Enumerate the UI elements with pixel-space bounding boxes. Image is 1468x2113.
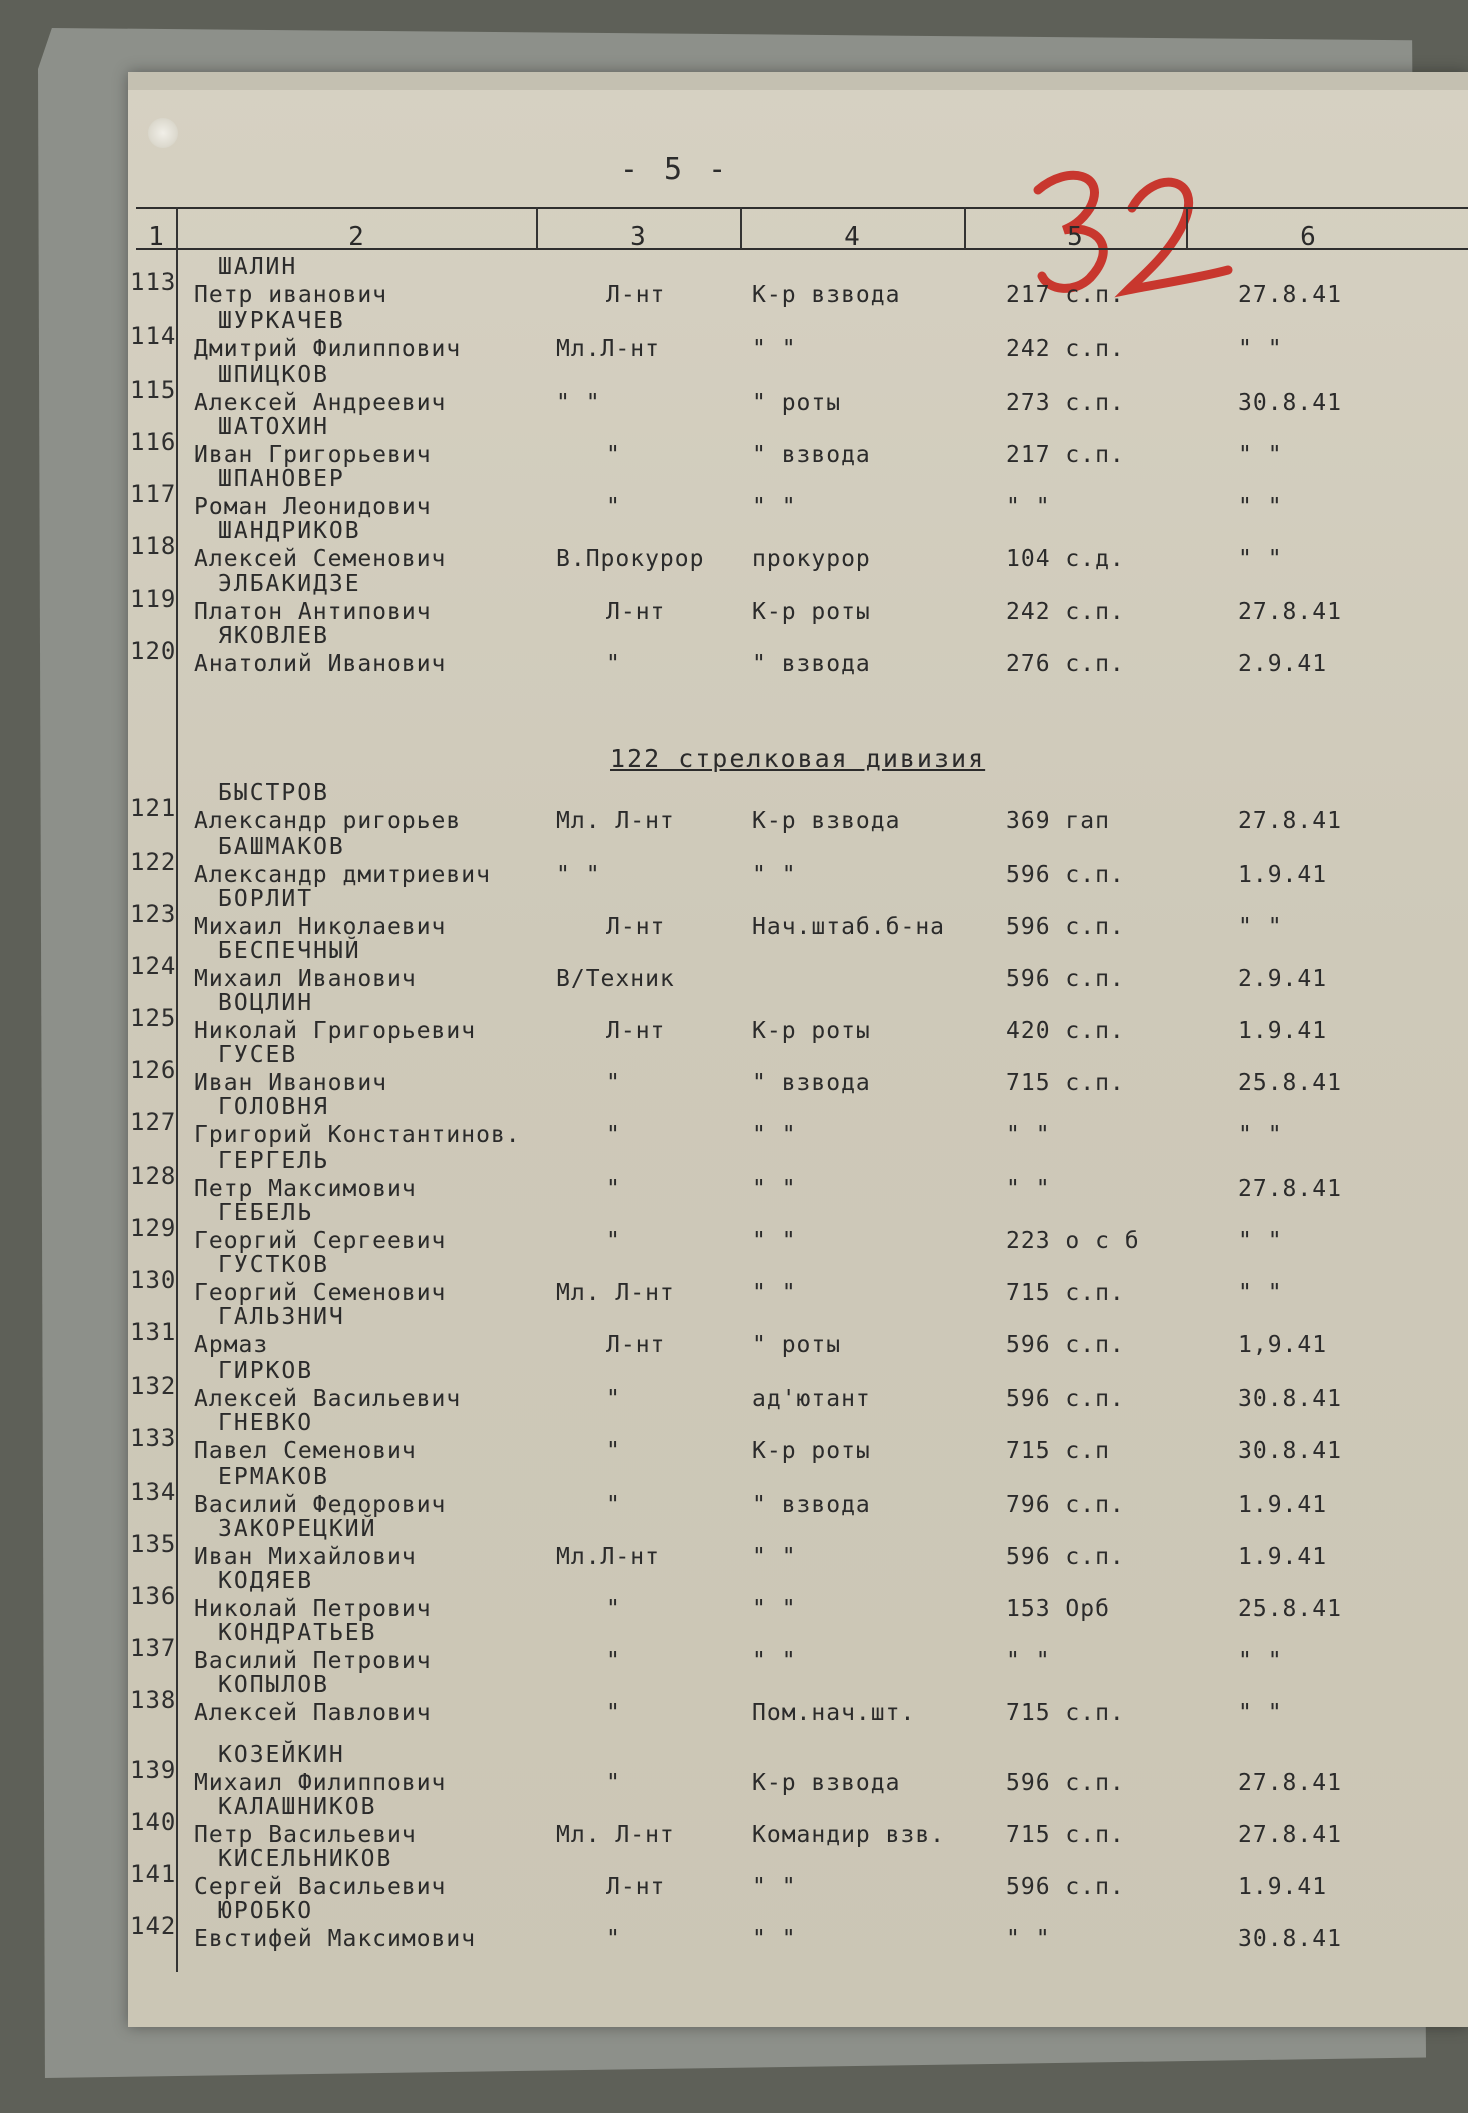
row-117-surname: ШПАНОВЕР — [218, 466, 345, 492]
row-142-entry-number: 142 — [130, 1912, 177, 1940]
row-130-surname: ГУСТКОВ — [218, 1252, 329, 1278]
row-130-rank: Мл. Л-нт — [556, 1280, 675, 1306]
row-118-rank: В.Прокурор — [556, 546, 705, 572]
column-header-6: 6 — [1300, 222, 1316, 252]
row-138-position: Пом.нач.шт. — [752, 1700, 916, 1726]
page-number: - 5 - — [619, 152, 731, 187]
row-141-position: " " — [752, 1874, 797, 1900]
row-134-entry-number: 134 — [130, 1478, 177, 1506]
row-128-given-names: Петр Максимович — [194, 1176, 417, 1202]
row-135-entry-number: 135 — [130, 1530, 177, 1558]
row-138-date: " " — [1238, 1700, 1283, 1726]
row-131-position: " роты — [752, 1332, 842, 1358]
row-124-rank: В/Техник — [556, 966, 675, 992]
row-137-date: " " — [1238, 1648, 1283, 1674]
row-139-rank: " — [606, 1770, 621, 1796]
row-133-date: 30.8.41 — [1238, 1438, 1342, 1464]
row-118-surname: ШАНДРИКОВ — [218, 518, 361, 544]
row-134-rank: " — [606, 1492, 621, 1518]
row-133-entry-number: 133 — [130, 1424, 177, 1452]
row-133-position: К-р роты — [752, 1438, 871, 1464]
row-136-position: " " — [752, 1596, 797, 1622]
row-128-entry-number: 128 — [130, 1162, 177, 1190]
row-115-rank: " " — [556, 390, 601, 416]
row-122-given-names: Александр дмитриевич — [194, 862, 491, 888]
row-121-surname: БЫСТРОВ — [218, 780, 329, 806]
row-121-position: К-р взвода — [752, 808, 901, 834]
row-128-surname: ГЕРГЕЛЬ — [218, 1148, 329, 1174]
row-140-unit: 715 с.п. — [1006, 1822, 1125, 1848]
row-123-surname: БОРЛИТ — [218, 886, 314, 912]
row-123-given-names: Михаил Николаевич — [194, 914, 447, 940]
row-115-date: 30.8.41 — [1238, 390, 1342, 416]
row-114-entry-number: 114 — [130, 322, 177, 350]
row-142-unit: " " — [1006, 1926, 1051, 1952]
row-123-date: " " — [1238, 914, 1283, 940]
row-129-given-names: Георгий Сергеевич — [194, 1228, 447, 1254]
row-119-surname: ЭЛБАКИДЗЕ — [218, 571, 361, 597]
row-131-unit: 596 с.п. — [1006, 1332, 1125, 1358]
row-116-surname: ШАТОХИН — [218, 414, 329, 440]
row-136-date: 25.8.41 — [1238, 1596, 1342, 1622]
row-134-given-names: Василий Федорович — [194, 1492, 447, 1518]
row-130-entry-number: 130 — [130, 1266, 177, 1294]
row-133-rank: " — [606, 1438, 621, 1464]
row-117-entry-number: 117 — [130, 480, 177, 508]
row-135-position: " " — [752, 1544, 797, 1570]
row-142-position: " " — [752, 1926, 797, 1952]
row-136-surname: КОДЯЕВ — [218, 1568, 314, 1594]
row-128-position: " " — [752, 1176, 797, 1202]
row-119-entry-number: 119 — [130, 585, 177, 613]
row-138-given-names: Алексей Павлович — [194, 1700, 432, 1726]
row-117-unit: " " — [1006, 494, 1051, 520]
row-135-rank: Мл.Л-нт — [556, 1544, 660, 1570]
row-128-unit: " " — [1006, 1176, 1051, 1202]
row-118-unit: 104 с.д. — [1006, 546, 1125, 572]
row-126-surname: ГУСЕВ — [218, 1042, 298, 1068]
punch-hole — [148, 118, 178, 148]
row-115-entry-number: 115 — [130, 376, 177, 404]
row-134-date: 1.9.41 — [1238, 1492, 1328, 1518]
row-116-date: " " — [1238, 442, 1283, 468]
row-124-date: 2.9.41 — [1238, 966, 1328, 992]
row-137-unit: " " — [1006, 1648, 1051, 1674]
row-113-rank: Л-нт — [606, 282, 666, 308]
row-125-unit: 420 с.п. — [1006, 1018, 1125, 1044]
row-139-date: 27.8.41 — [1238, 1770, 1342, 1796]
row-114-date: " " — [1238, 336, 1283, 362]
row-120-rank: " — [606, 651, 621, 677]
row-120-date: 2.9.41 — [1238, 651, 1328, 677]
row-126-date: 25.8.41 — [1238, 1070, 1342, 1096]
row-137-rank: " — [606, 1648, 621, 1674]
row-142-surname: ЮРОБКО — [218, 1898, 314, 1924]
header-top-rule — [136, 207, 1468, 209]
row-136-given-names: Николай Петрович — [194, 1596, 432, 1622]
sheet-top-edge — [128, 72, 1468, 90]
row-132-rank: " — [606, 1386, 621, 1412]
row-141-surname: КИСЕЛЬНИКОВ — [218, 1846, 393, 1872]
row-118-given-names: Алексей Семенович — [194, 546, 447, 572]
row-141-unit: 596 с.п. — [1006, 1874, 1125, 1900]
row-140-given-names: Петр Васильевич — [194, 1822, 417, 1848]
row-117-rank: " — [606, 494, 621, 520]
document-sheet — [128, 72, 1468, 2027]
row-117-given-names: Роман Леонидович — [194, 494, 432, 520]
row-137-given-names: Василий Петрович — [194, 1648, 432, 1674]
row-137-surname: КОНДРАТЬЕВ — [218, 1620, 377, 1646]
row-132-unit: 596 с.п. — [1006, 1386, 1125, 1412]
row-133-surname: ГНЕВКО — [218, 1410, 314, 1436]
column-header-3: 3 — [630, 222, 646, 252]
row-137-position: " " — [752, 1648, 797, 1674]
row-118-entry-number: 118 — [130, 532, 177, 560]
row-116-rank: " — [606, 442, 621, 468]
row-122-position: " " — [752, 862, 797, 888]
row-139-surname: КОЗЕЙКИН — [218, 1742, 345, 1768]
row-130-date: " " — [1238, 1280, 1283, 1306]
row-113-date: 27.8.41 — [1238, 282, 1342, 308]
row-135-date: 1.9.41 — [1238, 1544, 1328, 1570]
row-120-entry-number: 120 — [130, 637, 177, 665]
row-131-given-names: Армаз — [194, 1332, 269, 1358]
row-128-date: 27.8.41 — [1238, 1176, 1342, 1202]
row-132-date: 30.8.41 — [1238, 1386, 1342, 1412]
row-129-date: " " — [1238, 1228, 1283, 1254]
row-129-unit: 223 о с б — [1006, 1228, 1140, 1254]
row-140-rank: Мл. Л-нт — [556, 1822, 675, 1848]
row-126-entry-number: 126 — [130, 1056, 177, 1084]
row-137-entry-number: 137 — [130, 1634, 177, 1662]
row-113-entry-number: 113 — [130, 268, 177, 296]
row-132-entry-number: 132 — [130, 1372, 177, 1400]
row-139-unit: 596 с.п. — [1006, 1770, 1125, 1796]
row-125-given-names: Николай Григорьевич — [194, 1018, 477, 1044]
row-119-position: К-р роты — [752, 599, 871, 625]
row-123-entry-number: 123 — [130, 900, 177, 928]
row-114-given-names: Дмитрий Филиппович — [194, 336, 462, 362]
row-124-given-names: Михаил Иванович — [194, 966, 417, 992]
row-126-given-names: Иван Иванович — [194, 1070, 388, 1096]
row-121-date: 27.8.41 — [1238, 808, 1342, 834]
column-header-5: 5 — [1067, 222, 1083, 252]
row-138-entry-number: 138 — [130, 1686, 177, 1714]
row-141-rank: Л-нт — [606, 1874, 666, 1900]
row-128-rank: " — [606, 1176, 621, 1202]
row-130-position: " " — [752, 1280, 797, 1306]
row-124-surname: БЕСПЕЧНЫЙ — [218, 938, 361, 964]
row-118-date: " " — [1238, 546, 1283, 572]
row-125-rank: Л-нт — [606, 1018, 666, 1044]
row-140-date: 27.8.41 — [1238, 1822, 1342, 1848]
row-132-given-names: Алексей Васильевич — [194, 1386, 462, 1412]
row-131-rank: Л-нт — [606, 1332, 666, 1358]
row-133-given-names: Павел Семенович — [194, 1438, 417, 1464]
row-116-unit: 217 с.п. — [1006, 442, 1125, 468]
row-124-entry-number: 124 — [130, 952, 177, 980]
row-122-entry-number: 122 — [130, 848, 177, 876]
column-header-2: 2 — [348, 222, 364, 252]
row-113-given-names: Петр иванович — [194, 282, 388, 308]
row-127-unit: " " — [1006, 1122, 1051, 1148]
row-139-position: К-р взвода — [752, 1770, 901, 1796]
row-121-rank: Мл. Л-нт — [556, 808, 675, 834]
row-140-surname: КАЛАШНИКОВ — [218, 1794, 377, 1820]
row-134-surname: ЕРМАКОВ — [218, 1464, 329, 1490]
row-119-rank: Л-нт — [606, 599, 666, 625]
row-142-given-names: Евстифей Максимович — [194, 1926, 477, 1952]
row-115-unit: 273 с.п. — [1006, 390, 1125, 416]
row-119-date: 27.8.41 — [1238, 599, 1342, 625]
row-142-date: 30.8.41 — [1238, 1926, 1342, 1952]
row-122-surname: БАШМАКОВ — [218, 834, 345, 860]
row-136-unit: 153 Орб — [1006, 1596, 1110, 1622]
row-127-surname: ГОЛОВНЯ — [218, 1094, 329, 1120]
row-129-entry-number: 129 — [130, 1214, 177, 1242]
column-header-4: 4 — [844, 222, 860, 252]
row-138-rank: " — [606, 1700, 621, 1726]
row-129-surname: ГЕБЕЛЬ — [218, 1200, 314, 1226]
row-140-position: Командир взв. — [752, 1822, 946, 1848]
row-115-surname: ШПИЦКОВ — [218, 362, 329, 388]
row-129-position: " " — [752, 1228, 797, 1254]
row-120-position: " взвода — [752, 651, 871, 677]
row-122-rank: " " — [556, 862, 601, 888]
row-121-entry-number: 121 — [130, 794, 177, 822]
row-118-position: прокурор — [752, 546, 871, 572]
row-138-surname: КОПЫЛОВ — [218, 1672, 329, 1698]
row-125-surname: ВОЦЛИН — [218, 990, 314, 1016]
row-115-position: " роты — [752, 390, 842, 416]
row-119-unit: 242 с.п. — [1006, 599, 1125, 625]
column-header-1: 1 — [148, 222, 164, 252]
row-127-given-names: Григорий Константинов. — [194, 1122, 521, 1148]
row-132-surname: ГИРКОВ — [218, 1358, 314, 1384]
row-114-unit: 242 с.п. — [1006, 336, 1125, 362]
row-126-unit: 715 с.п. — [1006, 1070, 1125, 1096]
row-120-unit: 276 с.п. — [1006, 651, 1125, 677]
row-141-given-names: Сергей Васильевич — [194, 1874, 447, 1900]
row-129-rank: " — [606, 1228, 621, 1254]
row-141-entry-number: 141 — [130, 1860, 177, 1888]
row-126-rank: " — [606, 1070, 621, 1096]
row-140-entry-number: 140 — [130, 1808, 177, 1836]
row-123-position: Нач.штаб.б-на — [752, 914, 946, 940]
row-114-position: " " — [752, 336, 797, 362]
row-114-rank: Мл.Л-нт — [556, 336, 660, 362]
row-113-surname: ШАЛИН — [218, 254, 298, 280]
row-127-position: " " — [752, 1122, 797, 1148]
row-117-date: " " — [1238, 494, 1283, 520]
row-113-position: К-р взвода — [752, 282, 901, 308]
row-136-entry-number: 136 — [130, 1582, 177, 1610]
row-119-given-names: Платон Антипович — [194, 599, 432, 625]
row-127-entry-number: 127 — [130, 1108, 177, 1136]
row-121-unit: 369 гап — [1006, 808, 1110, 834]
row-130-unit: 715 с.п. — [1006, 1280, 1125, 1306]
row-125-entry-number: 125 — [130, 1004, 177, 1032]
row-122-date: 1.9.41 — [1238, 862, 1328, 888]
row-125-position: К-р роты — [752, 1018, 871, 1044]
row-135-unit: 596 с.п. — [1006, 1544, 1125, 1570]
row-132-position: ад'ютант — [752, 1386, 871, 1412]
row-120-surname: ЯКОВЛЕВ — [218, 623, 329, 649]
row-124-unit: 596 с.п. — [1006, 966, 1125, 992]
row-116-entry-number: 116 — [130, 428, 177, 456]
row-134-position: " взвода — [752, 1492, 871, 1518]
row-131-date: 1,9.41 — [1238, 1332, 1328, 1358]
row-122-unit: 596 с.п. — [1006, 862, 1125, 888]
division-heading: 122 стрелковая дивизия — [610, 744, 986, 773]
row-116-position: " взвода — [752, 442, 871, 468]
row-114-surname: ШУРКАЧЕВ — [218, 308, 345, 334]
row-123-unit: 596 с.п. — [1006, 914, 1125, 940]
row-120-given-names: Анатолий Иванович — [194, 651, 447, 677]
row-139-entry-number: 139 — [130, 1756, 177, 1784]
row-121-given-names: Александр ригорьев — [194, 808, 462, 834]
row-141-date: 1.9.41 — [1238, 1874, 1328, 1900]
row-117-position: " " — [752, 494, 797, 520]
row-135-given-names: Иван Михайлович — [194, 1544, 417, 1570]
row-136-rank: " — [606, 1596, 621, 1622]
row-127-rank: " — [606, 1122, 621, 1148]
row-139-given-names: Михаил Филиппович — [194, 1770, 447, 1796]
row-131-surname: ГАЛЬЗНИЧ — [218, 1304, 345, 1330]
row-135-surname: ЗАКОРЕЦКИЙ — [218, 1516, 377, 1542]
row-133-unit: 715 с.п — [1006, 1438, 1110, 1464]
row-125-date: 1.9.41 — [1238, 1018, 1328, 1044]
row-123-rank: Л-нт — [606, 914, 666, 940]
row-127-date: " " — [1238, 1122, 1283, 1148]
row-131-entry-number: 131 — [130, 1318, 177, 1346]
row-113-unit: 217 с.п. — [1006, 282, 1125, 308]
row-130-given-names: Георгий Семенович — [194, 1280, 447, 1306]
row-115-given-names: Алексей Андреевич — [194, 390, 447, 416]
row-142-rank: " — [606, 1926, 621, 1952]
row-138-unit: 715 с.п. — [1006, 1700, 1125, 1726]
row-116-given-names: Иван Григорьевич — [194, 442, 432, 468]
row-126-position: " взвода — [752, 1070, 871, 1096]
row-134-unit: 796 с.п. — [1006, 1492, 1125, 1518]
